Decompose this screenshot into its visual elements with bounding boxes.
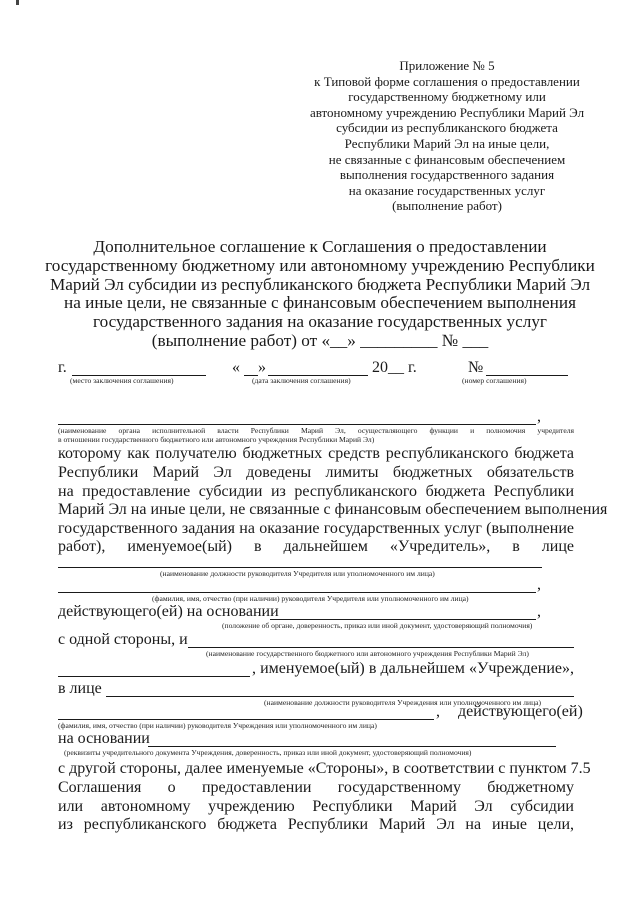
founder-basis-field[interactable] — [270, 619, 536, 620]
appendix-line: Приложение № 5 — [399, 58, 495, 73]
title-line: Марий Эл субсидии из республиканского бюджета Республики Марий Эл — [49, 274, 591, 294]
institution-name-field[interactable] — [188, 647, 574, 648]
paragraph-1-line: работ), именуемое(ый) в дальнейшем «Учредитель», в лице — [58, 538, 574, 555]
title-line: государственному бюджетному или автономному учреждению Республики — [45, 255, 595, 275]
paragraph-2-line: с другой стороны, далее именуемые «Стороны», в соответствии с пунктом 7.5 — [58, 760, 591, 777]
year-label: 20__ г. — [372, 359, 417, 376]
founder-caption-1: (наименование органа исполнительной власти Республики Марий Эл, осуществляющего функции и полномочия учредителя — [58, 426, 574, 435]
paragraph-1-line: государственного задания на оказание государственных услуг (выполнение — [58, 520, 574, 537]
founder-position-caption: (наименование должности руководителя Учредителя или уполномоченного им лица) — [160, 569, 435, 578]
institution-fio-caption: (фамилия, имя, отчество (при наличии) руководителя Учреждения или уполномоченного им лица) — [58, 721, 377, 730]
paragraph-2-line: Соглашения о предоставлении государственному бюджетному — [58, 779, 574, 796]
paragraph-1-line: которому как получателю бюджетных средств республиканского бюджета — [58, 445, 574, 462]
founder-fio-field[interactable] — [58, 592, 536, 593]
appendix-line: Республики Марий Эл на иные цели, — [344, 135, 550, 151]
number-caption: (номер соглашения) — [462, 376, 527, 385]
place-caption: (место заключения соглашения) — [70, 376, 174, 385]
title-line: (выполнение работ) от «__» _________ № ___ — [151, 330, 489, 350]
title-line: на иные цели, не связанные с финансовым обеспечением выполнения — [64, 293, 576, 313]
on-basis-label: на основании — [58, 730, 150, 747]
named-institution-text: , именуемое(ый) в дальнейшем «Учреждение», — [252, 660, 574, 677]
institution-basis-field[interactable] — [148, 746, 556, 747]
paragraph-2-line: из республиканского бюджета Республики Марий Эл на иные цели, — [58, 816, 574, 833]
appendix-line: государственному бюджетному или — [348, 89, 546, 105]
number-sign: № — [468, 359, 484, 376]
city-prefix: г. — [58, 359, 67, 376]
document-title — [40, 238, 600, 351]
acting-basis-label: действующего(ей) на основании — [58, 603, 279, 620]
appendix-line: автономному учреждению Республики Марий Эл — [309, 104, 585, 120]
requisites-caption: (реквизиты учредительного документа Учреждения, доверенность, приказ или иной документ, удостоверяющий полномочия) — [64, 748, 472, 757]
institution-fio-field[interactable] — [58, 719, 434, 720]
institution-name-caption: (наименование государственного бюджетного или автономного учреждения Республики Марий Эл) — [206, 649, 529, 658]
scan-mark — [16, 0, 19, 5]
date-caption: (дата заключения соглашения) — [252, 376, 351, 385]
acting-short-label: действующего(ей) — [458, 703, 583, 720]
appendix-line: субсидии из республиканского бюджета — [336, 120, 558, 136]
appendix-line: к Типовой форме соглашения о предоставлении — [314, 73, 580, 89]
date-close-quote: » — [258, 359, 266, 376]
date-open-quote: « — [232, 359, 240, 376]
founder-fio-comma: , — [537, 576, 541, 593]
paragraph-1-line: Республики Марий Эл доведены лимиты бюджетных обязательств — [58, 464, 574, 481]
appendix-line: (выполнение работ) — [392, 198, 502, 214]
appendix-line: не связанные с финансовым обеспечением — [328, 151, 566, 167]
institution-position-caption: (наименование должности руководителя Учреждения или уполномоченного им лица) — [264, 698, 542, 707]
paragraph-1-line: на предоставление субсидии из республиканского бюджета Республики — [58, 483, 574, 500]
appendix-header — [282, 58, 612, 214]
institution-name-continued-field[interactable] — [58, 676, 250, 677]
appendix-line: выполнения государственного задания — [339, 167, 555, 183]
founder-comma: , — [537, 408, 541, 425]
one-side-label: с одной стороны, и — [58, 631, 188, 648]
title-line: государственного задания на оказание государственных услуг — [93, 312, 547, 332]
basis-comma: , — [537, 603, 541, 620]
paragraph-1-line: Марий Эл на иные цели, не связанные с финансовым обеспечением выполнения — [58, 501, 608, 518]
founder-organ-field[interactable] — [58, 424, 536, 425]
basis-caption: (положение об органе, доверенность, приказ или иной документ, удостоверяющий полномочия) — [222, 621, 533, 630]
founder-position-field[interactable] — [58, 567, 542, 568]
in-person-label: в лице — [58, 680, 102, 697]
institution-fio-comma: , — [436, 703, 440, 720]
paragraph-2-line: или автономному учреждению Республики Марий Эл субсидии — [58, 798, 574, 815]
appendix-line: на оказание государственных услуг — [348, 182, 546, 198]
founder-fio-caption: (фамилия, имя, отчество (при наличии) руководителя Учредителя или уполномоченного им лица) — [152, 594, 469, 603]
institution-position-field[interactable] — [106, 696, 574, 697]
founder-caption-2: в отношении государственного бюджетного или автономного учреждения Республики Марий Эл) — [58, 435, 375, 444]
title-line: Дополнительное соглашение к Соглашения о предоставлении — [93, 237, 547, 256]
